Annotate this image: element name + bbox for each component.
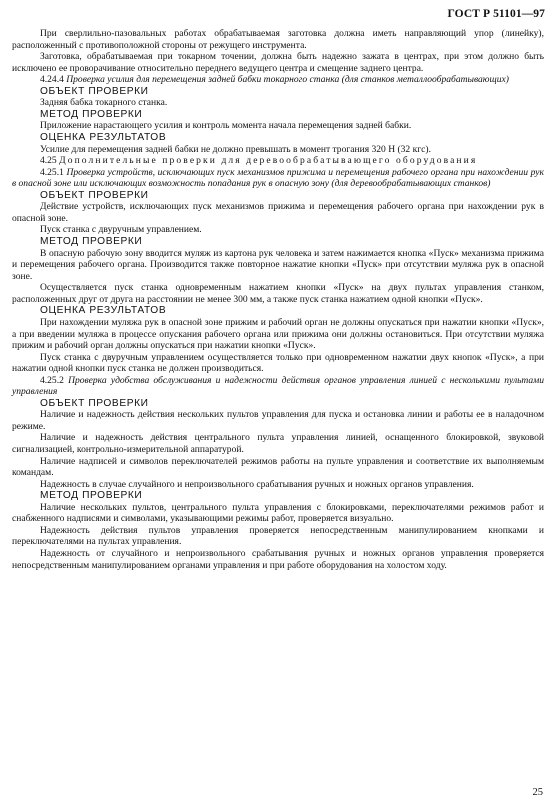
section-heading: МЕТОД ПРОВЕРКИ: [40, 108, 143, 120]
document-body: [12, 28, 544, 571]
paragraph: Наличие нескольких пультов, центрального пульта управления с блокировками, переключателями режимов работ и снабженного надписями и символами, указывающими режимы работ, проверяется визуально.: [12, 501, 544, 525]
paragraph: Наличие и надежность действия нескольких пультов управления для пуска и остановка линии и работы ее в наладочном режиме.: [12, 409, 544, 432]
paragraph: Наличие надписей и символов переключателей режимов работы на пульте управления и соответствие их выполняемым командам.: [12, 455, 544, 479]
clause-title: Проверка усилия для перемещения задней бабки токарного станка (для станков металлообрабатывающих): [66, 74, 509, 86]
section-heading: ОЦЕНКА РЕЗУЛЬТАТОВ: [40, 132, 167, 144]
clause-paragraph: [12, 74, 544, 86]
clause-number: 4.25.1: [40, 166, 64, 178]
clause-title: Проверка удобства обслуживания и надежности действия органов управления линией с несколькими пультами управления: [12, 374, 544, 398]
paragraph: Приложение нарастающего усилия и контроль момента начала перемещения задней бабки.: [40, 120, 412, 132]
paragraph: При нахождении муляжа рук в опасной зоне прижим и рабочий орган не должны опускаться при нажатии кнопки «Пуск», а при введении муляжа в процессе опускания рабочего органа или прижима они должны остановиться. При отсутствии муляжа прижим и рабочий орган должны опускаться при нажатии кнопки «Пуск».: [12, 316, 544, 352]
clause-paragraph: [12, 375, 544, 398]
clause-number: 4.24.4: [40, 74, 64, 86]
section-number: 4.25: [40, 155, 57, 167]
paragraph: Наличие и надежность действия центрального пульта управления линией, оснащенного блокировкой, звуковой сигнализацией, контрольно-измерительной аппаратурой.: [12, 432, 544, 456]
paragraph: В опасную рабочую зону вводится муляж из картона рук человека и затем нажимается кнопка «Пуск» механизма прижима и перемещения рабочего органа. Производится также повторное нажатие кнопки «Пуск» при отсутствии муляжа рук в опасной зоне.: [12, 247, 544, 282]
paragraph: Заготовка, обрабатываемая при токарном точении, должна быть надежно зажата в центрах, при этом должно быть исключено ее проворачивание относительно переднего ведущего центра и смещение заднего центра.: [12, 51, 544, 74]
page-number: 25: [532, 787, 543, 798]
section-title: Дополнительные проверки для деревообрабатывающего оборудования: [59, 155, 478, 167]
paragraph: Надежность в случае случайного и непроизвольного срабатывания ручных и ножных органов управления.: [40, 478, 474, 490]
section-paragraph: [12, 155, 544, 167]
section-heading: МЕТОД ПРОВЕРКИ: [40, 490, 143, 502]
paragraph: Усилие для перемещения задней бабки не должно превышать в момент трогания 320 Н (32 кгс).: [40, 143, 431, 155]
section-heading: ОБЪЕКТ ПРОВЕРКИ: [40, 189, 149, 201]
section-heading: ОБЪЕКТ ПРОВЕРКИ: [40, 397, 149, 409]
paragraph: Надежность действия пультов управления проверяется непосредственным манипулированием кнопками и переключателями на пультах управления.: [12, 524, 544, 548]
section-heading: МЕТОД ПРОВЕРКИ: [40, 236, 143, 248]
section-heading: ОБЪЕКТ ПРОВЕРКИ: [40, 85, 149, 97]
paragraph: Пуск станка с двуручным управлением осуществляется только при одновременном нажатии двух кнопок «Пуск», а при нажатии одной кнопки пуск станка не должен производиться.: [12, 351, 544, 375]
clause-title: Проверка устройств, исключающих пуск механизмов прижима и перемещения рабочего органа при нахождении рук в опасной зоне или исключающих возможность попадания рук в опасную зону (для деревообрабатывающих станков): [12, 166, 545, 190]
section-heading: ОЦЕНКА РЕЗУЛЬТАТОВ: [40, 305, 167, 317]
document-id-header: ГОСТ Р 51101—97: [447, 8, 545, 20]
paragraph: Надежность от случайного и непроизвольного срабатывания ручных и ножных органов управления проверяется непосредственным манипулированием органами управления и при работе оборудования на холостом ходу.: [12, 547, 544, 571]
paragraph: Осуществляется пуск станка одновременным нажатием кнопки «Пуск» на двух пультах управления станком, расположенных друг от друга на расстоянии не менее 300 мм, а также пуск станка нажатием одной кнопки «Пуск».: [12, 282, 544, 305]
paragraph: Задняя бабка токарного станка.: [40, 97, 168, 109]
paragraph: Действие устройств, исключающих пуск механизмов прижима и перемещения рабочего органа при нахождении рук в опасной зоне.: [12, 201, 544, 224]
paragraph: При сверлильно-пазовальных работах обрабатываемая заготовка должна иметь направляющий упор (линейку), расположенный с противоположной стороны от режущего инструмента.: [12, 28, 544, 51]
paragraph: Пуск станка с двуручным управлением.: [40, 224, 202, 236]
clause-number: 4.25.2: [40, 374, 64, 386]
clause-paragraph: [12, 167, 544, 190]
